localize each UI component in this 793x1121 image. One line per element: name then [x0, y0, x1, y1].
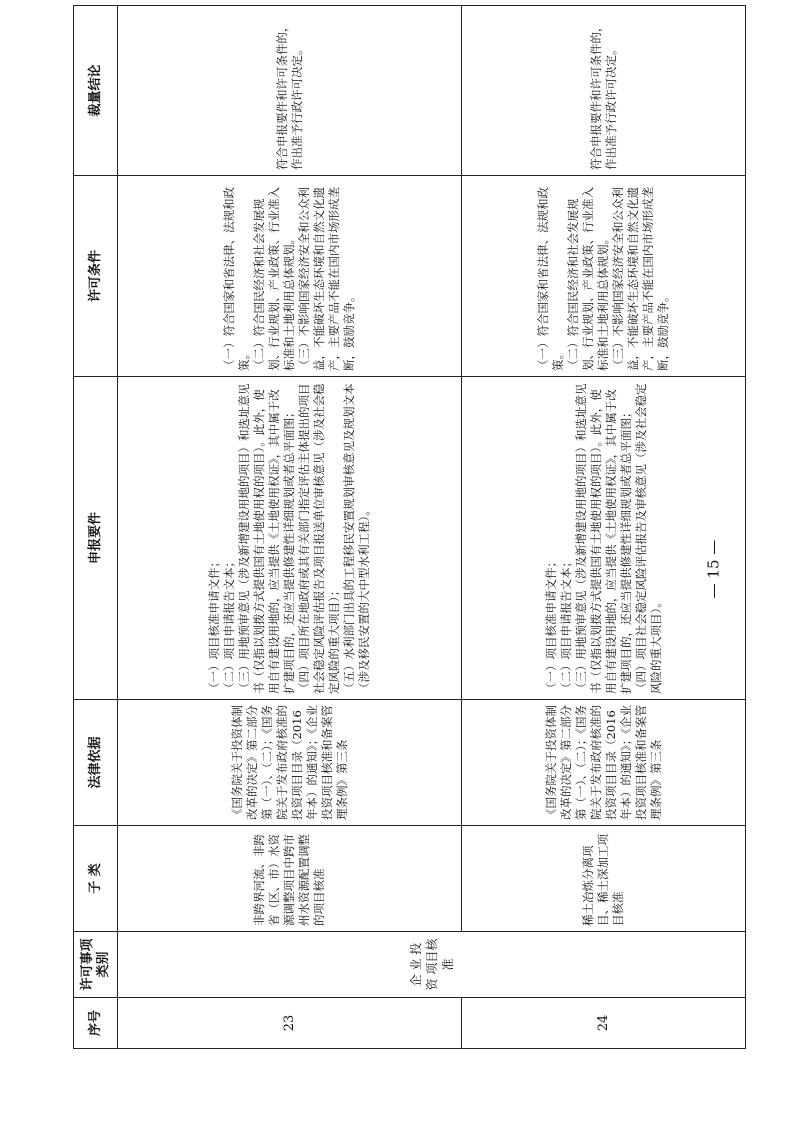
row-docs	[118, 377, 462, 700]
row-subtype: 稀土冶炼分离项目、稀土深加工项目核准	[462, 826, 746, 932]
condition-item: （二）符合国民经济和社会发展规划、行业规划、产业政策、行业准入标准和土地利用总体规划。	[566, 187, 610, 371]
row-no: 24	[462, 998, 746, 1049]
doc-item: （四）项目社会稳定风险评估报告及审核意见（涉及社会稳定风险的重大项目）。	[633, 383, 663, 694]
condition-item: （二）符合国民经济和社会发展规划、行业规划、产业政策、行业准入标准和土地利用总体规划。	[252, 187, 296, 371]
condition-item: （三）不影响国家经济安全和公众利益，不能破坏生态环境和自然文化遗产，主要产品不能在国内市场形成垄断，鼓励竞争。	[297, 187, 356, 371]
row-docs	[462, 377, 746, 700]
table-header-row	[74, 6, 118, 1049]
table-row	[462, 6, 746, 1049]
header-category: 许可事项类别	[74, 932, 118, 998]
row-subtype: 非跨界河流、非跨省（区、市）水资源调整项目中跨市州水资源配置调整的项目核准	[118, 826, 462, 932]
condition-item: （三）不影响国家经济安全和公众利益，不能破坏生态环境和自然文化遗产，主要产品不能在国内市场形成垄断，鼓励竞争。	[611, 187, 670, 371]
category-cell: 企 业 投 资 项目核准	[118, 932, 746, 998]
doc-item: （二）项目申请报告文本；	[222, 556, 236, 694]
doc-item: （三）用地预审意见（涉及新增建设用地的项目）和选址意见书（仅指以划拨方式提供国有土地使用权的项目）。此外，使用自有建设用地的，应当提供《土地使用权证》，其中属于改扩建项目的，还应当提供修建性详细规划或者总平面图；	[237, 383, 296, 694]
condition-item: （一）符合国家和省法律、法规和政策。	[222, 187, 251, 371]
row-basis: 《国务院关于投资体制改革的决定》第二部分第（一）、（二）；《国务院关于发布政府核准的投资项目目录（2016年本）的通知》；《企业投资项目核准和备案管理条例》第三条	[462, 700, 746, 826]
header-no: 序号	[74, 998, 118, 1049]
page-number: — 15 —	[704, 539, 723, 599]
doc-item: （五）水利部门出具的工程移民安置规划审核意见及规划文本（涉及移民安置的大中型水利工程）。	[342, 383, 371, 694]
doc-item: （四）项目所在地政府或其有关部门指定评估主体提出的项目社会稳定风险评估报告及项目报送单位审核意见（涉及社会稳定风险的重大项目）；	[297, 383, 341, 694]
permit-table	[73, 5, 746, 1049]
row-result: 符合申报要件和许可条件的，作出准予行政许可决定。	[462, 6, 746, 176]
header-conditions: 许可条件	[74, 176, 118, 377]
doc-item: （二）项目申请报告文本；	[558, 556, 573, 694]
row-conditions	[118, 176, 462, 377]
doc-item: （一）项目核准申请文件；	[207, 556, 221, 694]
header-docs: 申报要件	[74, 377, 118, 700]
row-basis: 《国务院关于投资体制改革的决定》第二部分第（一）、（二）；《国务院关于发布政府核准的投资项目目录（2016年本）的通知》；《企业投资项目核准和备案管理条例》第三条	[118, 700, 462, 826]
doc-item: （三）用地预审意见（涉及新增建设用地的项目）和选址意见书（仅指以划拨方式提供国有土地使用权的项目）。此外，使用自有建设用地的，应当提供《土地使用权证》，其中属于改扩建项目的，还应当提供修建性详细规划或者总平面图；	[573, 383, 633, 694]
row-no: 23	[118, 998, 462, 1049]
rotated-table-frame	[73, 20, 746, 1049]
row-conditions	[462, 176, 746, 377]
table-row	[118, 6, 462, 1049]
header-subtype: 子 类	[74, 826, 118, 932]
row-result: 符合申报要件和许可条件的，作出准予行政许可决定。	[118, 6, 462, 176]
header-result: 裁量结论	[74, 6, 118, 176]
doc-item: （一）项目核准申请文件；	[543, 556, 558, 694]
header-basis: 法律依据	[74, 700, 118, 826]
condition-item: （一）符合国家和省法律、法规和政策。	[536, 187, 565, 371]
